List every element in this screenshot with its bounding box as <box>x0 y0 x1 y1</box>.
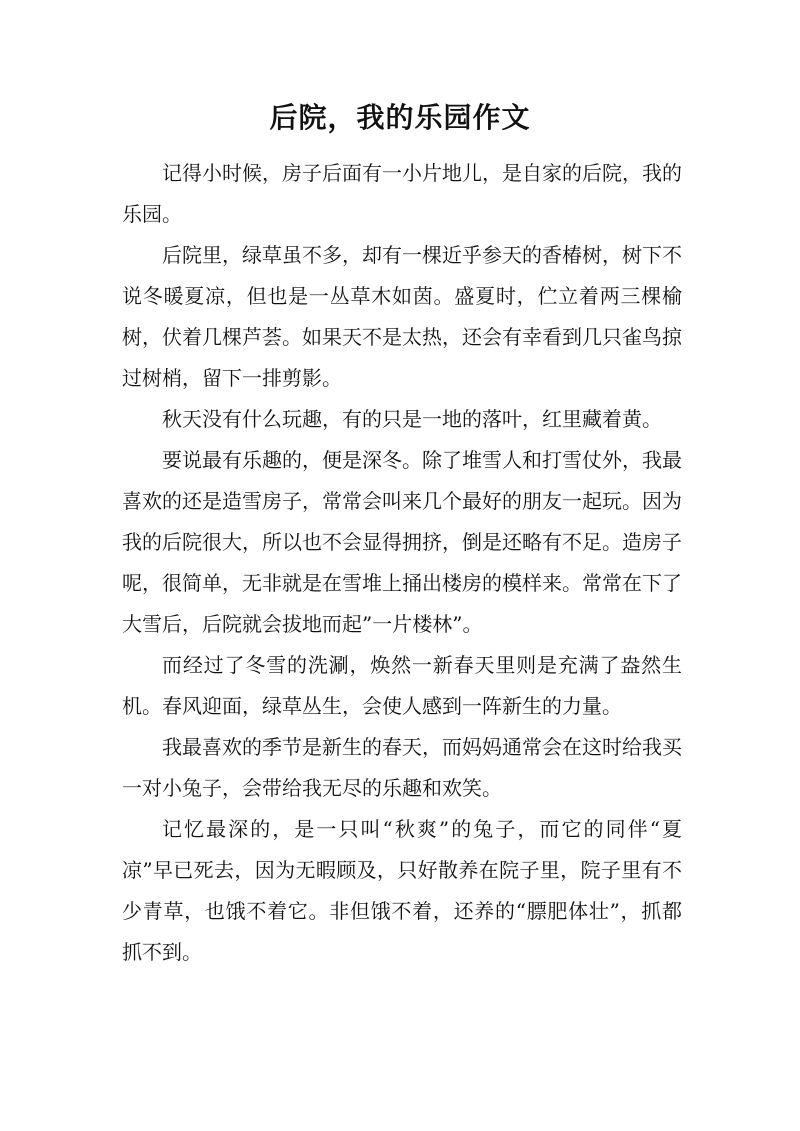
paragraph-2: 后院里，绿草虽不多，却有一棵近乎参天的香椿树，树下不说冬暖夏凉，但也是一丛草木如茵。盛夏时，伫立着两三棵榆树，伏着几棵芦荟。如果天不是太热，还会有幸看到几只雀鸟掠过树梢，留下一排剪影。 <box>122 243 682 390</box>
paragraph-3: 秋天没有什么玩趣，有的只是一地的落叶，红里藏着黄。 <box>162 407 662 431</box>
document-body <box>122 153 682 973</box>
paragraph-5: 而经过了冬雪的洗涮，焕然一新春天里则是充满了盎然生机。春风迎面，绿草丛生，会使人感到一阵新生的力量。 <box>122 653 682 718</box>
document-title: 后院，我的乐园作文 <box>269 101 531 134</box>
paragraph-1: 记得小时候，房子后面有一小片地儿，是自家的后院，我的乐园。 <box>122 161 682 226</box>
paragraph-6: 我最喜欢的季节是新生的春天，而妈妈通常会在这时给我买一对小兔子，会带给我无尽的乐趣和欢笑。 <box>122 735 682 800</box>
paragraph-4: 要说最有乐趣的，便是深冬。除了堆雪人和打雪仗外，我最喜欢的还是造雪房子，常常会叫来几个最好的朋友一起玩。因为我的后院很大，所以也不会显得拥挤，倒是还略有不足。造房子呢，很简单，无非就是在雪堆上捅出楼房的模样来。常常在下了大雪后，后院就会拔地而起”一片楼林”。 <box>122 448 682 636</box>
paragraph-7: 记忆最深的，是一只叫“秋爽”的兔子，而它的同伴“夏凉”早已死去，因为无暇顾及，只好散养在院子里，院子里有不少青草，也饿不着它。非但饿不着，还养的“膘肥体壮”，抓都抓不到。 <box>122 817 682 964</box>
